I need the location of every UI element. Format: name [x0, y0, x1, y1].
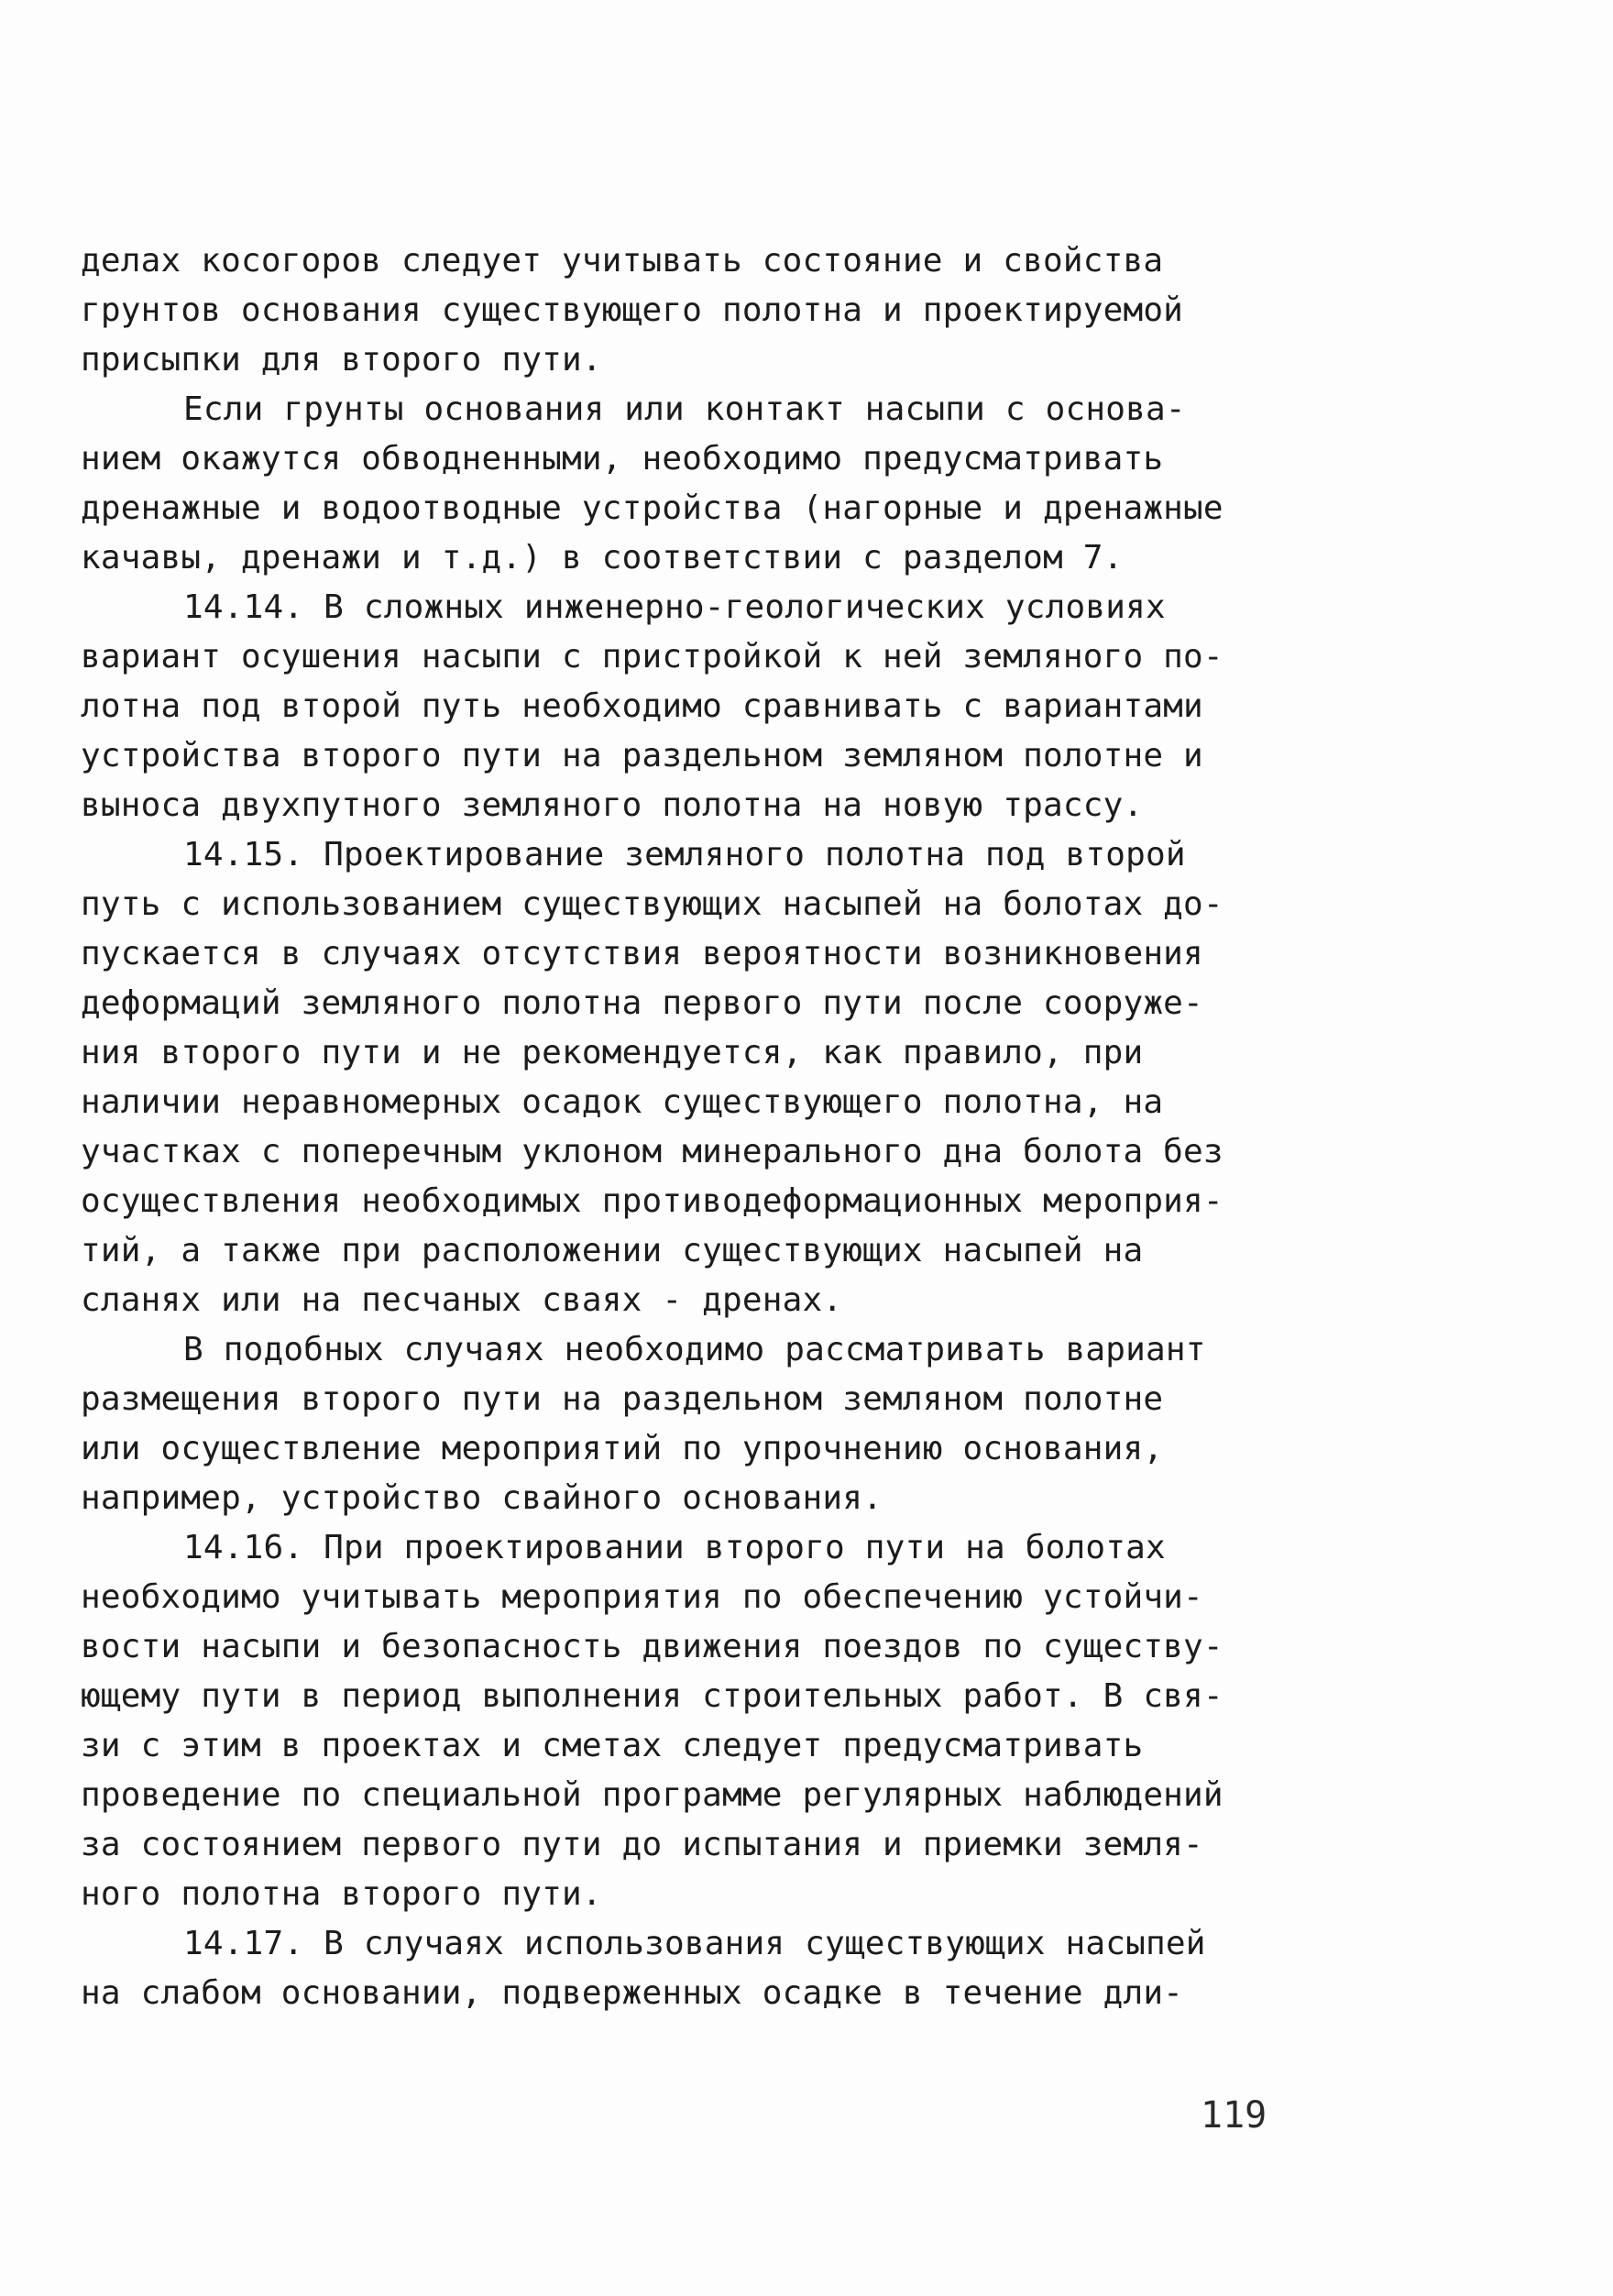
text-line: В подобных случаях необходимо рассматривать вариант [183, 1331, 1206, 1368]
text-line: вости насыпи и безопасность движения поездов по существу- [81, 1628, 1223, 1665]
text-line: делах косогоров следует учитывать состояние и свойства [81, 242, 1164, 280]
text-line: грунтов основания существующего полотна и проектируемой [81, 291, 1184, 329]
page-number: 119 [1201, 2094, 1267, 2137]
text-line: 14.15. Проектирование земляного полотна под второй [183, 836, 1186, 873]
text-line: проведение по специальной программе регулярных наблюдений [81, 1776, 1223, 1814]
text-line: необходимо учитывать мероприятия по обеспечению устойчи- [81, 1578, 1203, 1616]
text-line: пускается в случаях отсутствия вероятности возникновения [81, 935, 1203, 972]
text-line: наличии неравномерных осадок существующего полотна, на [81, 1083, 1164, 1121]
text-line: путь с использованием существующих насыпей на болотах до- [81, 885, 1223, 923]
text-line: нием окажутся обводненными, необходимо предусматривать [81, 440, 1164, 478]
text-line: качавы, дренажи и т.д.) в соответствии с разделом 7. [81, 539, 1124, 577]
text-line: присыпки для второго пути. [81, 341, 602, 379]
text-line: вариант осушения насыпи с пристройкой к ней земляного по- [81, 638, 1223, 676]
text-line: 14.17. В случаях использования существующих насыпей [183, 1925, 1206, 1962]
text-line: деформаций земляного полотна первого пути после сооруже- [81, 984, 1203, 1022]
text-line: дренажные и водоотводные устройства (нагорные и дренажные [81, 489, 1223, 527]
text-line: тий, а также при расположении существующих насыпей на [81, 1232, 1144, 1269]
text-line: сланях или на песчаных сваях - дренах. [81, 1281, 843, 1319]
text-line: 14.14. В сложных инженерно-геологических условиях [183, 588, 1166, 626]
text-line: зи с этим в проектах и сметах следует предусматривать [81, 1727, 1144, 1764]
text-line: размещения второго пути на раздельном земляном полотне [81, 1380, 1164, 1418]
text-line: ного полотна второго пути. [81, 1875, 602, 1913]
text-line: устройства второго пути на раздельном земляном полотне и [81, 737, 1203, 774]
text-line: участках с поперечным уклоном минерального дна болота без [81, 1133, 1223, 1170]
text-line: выноса двухпутного земляного полотна на новую трассу. [81, 786, 1144, 824]
text-line: ющему пути в период выполнения строительных работ. В свя- [81, 1677, 1223, 1715]
text-line: осуществления необходимых противодеформационных мероприя- [81, 1182, 1223, 1220]
text-line: на слабом основании, подверженных осадке в течение дли- [81, 1974, 1184, 2012]
text-line: лотна под второй путь необходимо сравнивать с вариантами [81, 687, 1203, 725]
text-line: 14.16. При проектировании второго пути на болотах [183, 1529, 1166, 1566]
text-line: ния второго пути и не рекомендуется, как правило, при [81, 1034, 1144, 1071]
text-line: например, устройство свайного основания. [81, 1479, 883, 1517]
text-line: за состоянием первого пути до испытания и приемки земля- [81, 1826, 1203, 1863]
text-line: Если грунты основания или контакт насыпи с основа- [183, 390, 1186, 428]
text-line: или осуществление мероприятий по упрочнению основания, [81, 1430, 1164, 1467]
